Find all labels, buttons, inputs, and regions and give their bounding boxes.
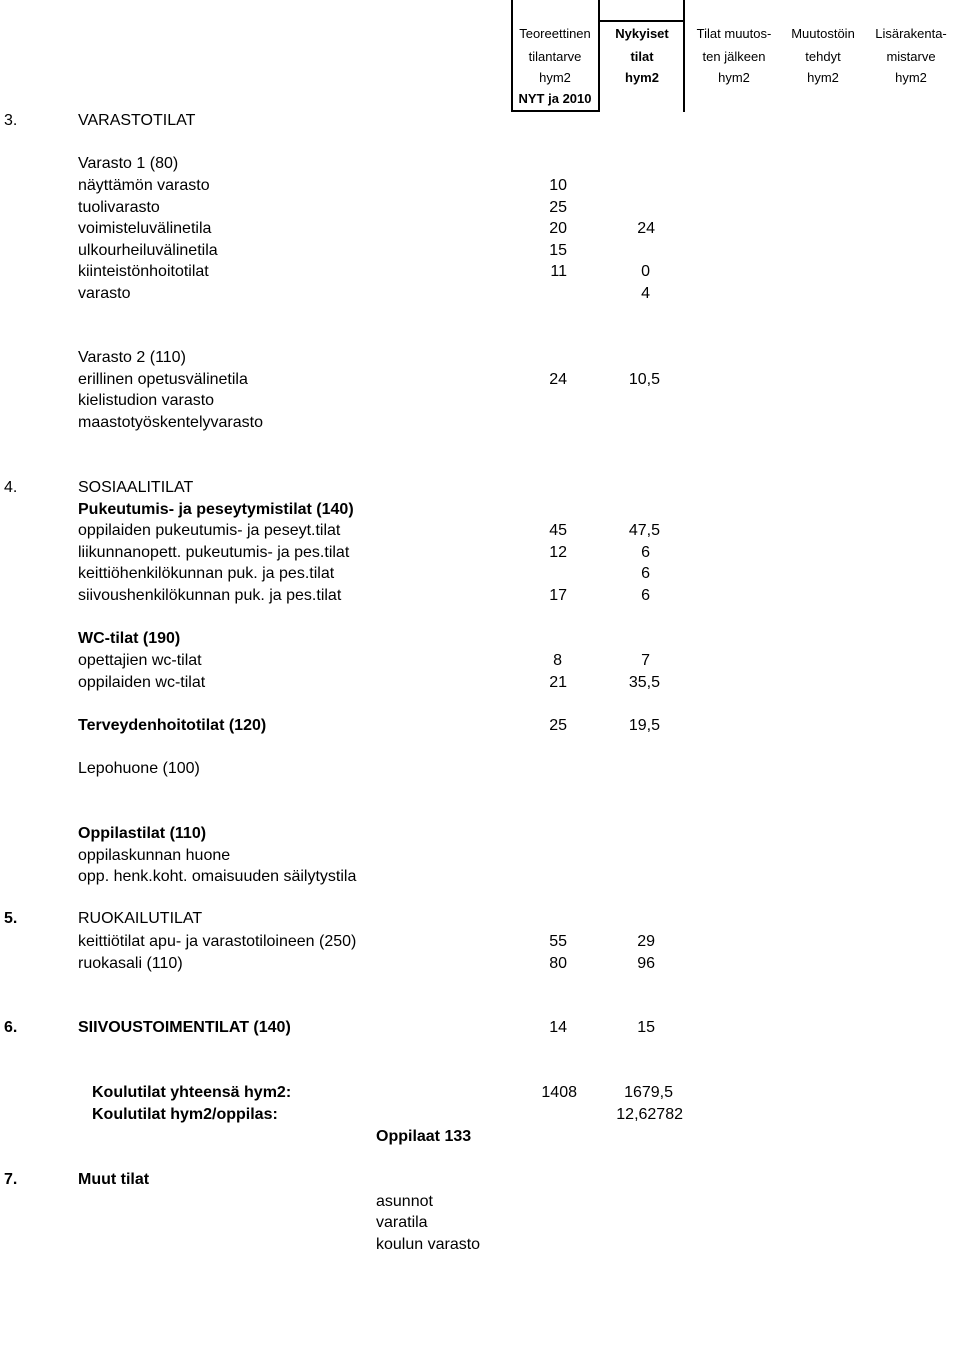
totals-label: Koulutilat yhteensä hym2: — [92, 1084, 292, 1101]
row-label: liikunnanopett. pukeutumis- ja pes.tilat — [78, 544, 350, 561]
value-current: 6 — [641, 544, 650, 561]
value-theoretical — [510, 284, 567, 304]
value-theoretical: 25 — [549, 717, 567, 734]
value-theoretical: 45 — [549, 522, 567, 539]
value-current: 6 — [641, 565, 650, 582]
value-current: 35,5 — [628, 674, 660, 691]
row-label: näyttämön varasto — [78, 177, 210, 194]
value-theoretical: 20 — [549, 220, 567, 237]
row-label: Terveydenhoitotilat (120) — [78, 717, 267, 734]
row-label: ruokasali (110) — [78, 955, 183, 972]
subsection-title: Pukeutumis- ja peseytymistilat (140) — [78, 501, 354, 518]
header-line: hym2 — [807, 70, 839, 85]
row-label: kielistudion varasto — [78, 392, 215, 409]
header-line: hym2 — [625, 70, 659, 85]
row-label: keittiöhenkilökunnan puk. ja pes.tilat — [78, 565, 335, 582]
value-theoretical: 8 — [553, 652, 562, 669]
section-number: 6. — [4, 1019, 18, 1036]
value-current: 1679,5 — [624, 1084, 673, 1101]
header-line: tilat — [630, 49, 654, 64]
header-line: tilantarve — [528, 49, 582, 64]
value-theoretical: 10 — [549, 177, 567, 194]
value-current: 12,62782 — [616, 1106, 683, 1123]
row-label: varasto — [78, 285, 131, 302]
header-line: Lisärakenta- — [875, 26, 947, 41]
section-title: Muut tilat — [78, 1171, 150, 1188]
row-label: koulun varasto — [376, 1236, 481, 1253]
value-theoretical: 55 — [549, 933, 567, 950]
header-line: Muutostöin — [791, 26, 855, 41]
row-label: erillinen opetusvälinetila — [78, 371, 248, 388]
row-label: opp. henk.koht. omaisuuden säilytystila — [78, 868, 357, 885]
totals-label: Koulutilat hym2/oppilas: — [92, 1106, 278, 1123]
row-label: kiinteistönhoitotilat — [78, 263, 209, 280]
row-label: ulkourheiluvälinetila — [78, 242, 218, 259]
row-label: voimisteluvälinetila — [78, 220, 212, 237]
section-title: SOSIAALITILAT — [78, 479, 194, 496]
value-theoretical: 12 — [549, 544, 567, 561]
value-theoretical: 24 — [549, 371, 567, 388]
value-theoretical: 1408 — [541, 1084, 577, 1101]
value-current: 96 — [637, 955, 655, 972]
pupil-count: Oppilaat 133 — [376, 1128, 472, 1145]
value-current: 47,5 — [628, 522, 660, 539]
row-label: keittiötilat apu- ja varastotiloineen (250) — [78, 933, 357, 950]
row-label: oppilaiden pukeutumis- ja peseyt.tilat — [78, 522, 341, 539]
value-theoretical: 15 — [549, 242, 567, 259]
value-theoretical: 25 — [549, 199, 567, 216]
value-current: 29 — [637, 933, 655, 950]
value-current — [598, 241, 655, 261]
section-number: 4. — [4, 479, 18, 496]
row-label: maastotyöskentelyvarasto — [78, 414, 263, 431]
header-line: Nykyiset — [615, 26, 669, 41]
header-line: NYT ja 2010 — [518, 91, 592, 106]
header-line: Tilat muutos- — [696, 26, 772, 41]
row-label: Lepohuone (100) — [78, 760, 200, 777]
value-current: 15 — [637, 1019, 655, 1036]
value-theoretical: 17 — [549, 587, 567, 604]
subsection-title: Varasto 2 (110) — [78, 349, 186, 366]
row-label: opettajien wc-tilat — [78, 652, 202, 669]
value-theoretical: 80 — [549, 955, 567, 972]
row-label: varatila — [376, 1214, 428, 1231]
value-current: 10,5 — [628, 371, 660, 388]
value-theoretical: 21 — [549, 674, 567, 691]
section-title: SIIVOUSTOIMENTILAT (140) — [78, 1019, 291, 1036]
header-line: mistarve — [886, 49, 936, 64]
subsection-title: Oppilastilat (110) — [78, 825, 207, 842]
row-label: oppilaskunnan huone — [78, 847, 231, 864]
value-theoretical: 14 — [549, 1019, 567, 1036]
row-label: siivoushenkilökunnan puk. ja pes.tilat — [78, 587, 342, 604]
section-number: 5. — [4, 910, 18, 927]
value-theoretical: 11 — [550, 263, 567, 280]
row-label: asunnot — [376, 1193, 433, 1210]
header-line: hym2 — [539, 70, 571, 85]
header-line: ten jälkeen — [702, 49, 766, 64]
subsection-title: WC-tilat (190) — [78, 630, 181, 647]
value-current: 24 — [637, 220, 655, 237]
subsection-title: Varasto 1 (80) — [78, 155, 179, 172]
value-current: 19,5 — [628, 717, 660, 734]
row-label: tuolivarasto — [78, 199, 160, 216]
value-current — [598, 198, 655, 218]
value-current — [598, 176, 655, 196]
row-label: oppilaiden wc-tilat — [78, 674, 206, 691]
value-current: 6 — [641, 587, 650, 604]
section-title: RUOKAILUTILAT — [78, 910, 203, 927]
header-line: Teoreettinen — [519, 26, 591, 41]
section-number: 7. — [4, 1171, 18, 1188]
section-number: 3. — [4, 112, 18, 129]
header-line: hym2 — [718, 70, 750, 85]
header-line: hym2 — [895, 70, 927, 85]
section-title: VARASTOTILAT — [78, 112, 196, 129]
value-current: 4 — [641, 285, 650, 302]
header-line: tehdyt — [805, 49, 841, 64]
value-current: 0 — [641, 263, 650, 280]
value-current: 7 — [641, 652, 650, 669]
